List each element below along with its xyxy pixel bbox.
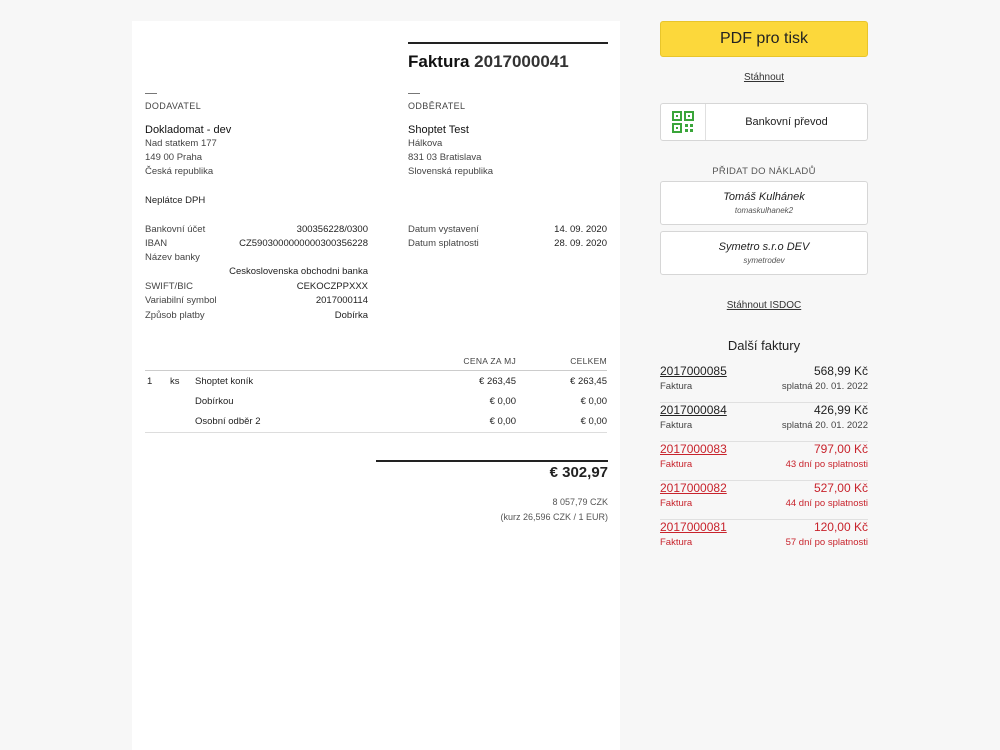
- other-invoice-item: [660, 403, 868, 442]
- other-invoice-amount: 120,00 Kč: [813, 520, 868, 534]
- other-invoice-type: Faktura: [660, 420, 693, 431]
- bank-name-row: [145, 266, 368, 277]
- item-price: € 0,00: [489, 416, 516, 427]
- payment-method-value: Dobírka: [334, 310, 368, 321]
- cost-target-button[interactable]: [660, 181, 868, 225]
- download-isdoc-link[interactable]: Stáhnout ISDOC: [726, 300, 802, 311]
- item-qty: 1: [147, 376, 153, 387]
- payment-method-label: Způsob platby: [145, 310, 205, 321]
- bank-name-label: Název banky: [145, 252, 200, 263]
- customer-address: [408, 137, 493, 180]
- qr-code-icon: [661, 104, 706, 140]
- invoice-title-word: Faktura: [408, 52, 470, 71]
- due-date-row: [408, 238, 607, 249]
- bank-name-label-row: [145, 252, 368, 263]
- supplier-country: Česká republika: [145, 166, 214, 178]
- supplier-address: [145, 137, 217, 180]
- other-invoice-status: 57 dní po splatnosti: [785, 537, 868, 548]
- other-invoice-status: 43 dní po splatnosti: [785, 459, 868, 470]
- cost-target-username: tomaskulhanek2: [734, 206, 794, 215]
- issue-date-value: 14. 09. 2020: [554, 224, 607, 235]
- due-date-value: 28. 09. 2020: [554, 238, 607, 249]
- vat-note: Neplátce DPH: [145, 195, 206, 206]
- customer-caption: ODBĚRATEL: [408, 101, 466, 111]
- issue-date-label: Datum vystavení: [408, 224, 479, 235]
- issue-date-row: [408, 224, 607, 235]
- variable-symbol-row: [145, 295, 368, 306]
- bank-account-row: [145, 224, 368, 235]
- col-unit-price: CENA ZA MJ: [463, 356, 516, 366]
- iban-label: IBAN: [145, 238, 168, 249]
- title-rule: [408, 42, 608, 44]
- supplier-name: Dokladomat - dev: [145, 124, 232, 136]
- pdf-print-label: PDF pro tisk: [719, 30, 808, 47]
- table-bottom-rule: [145, 432, 607, 433]
- swift-label: SWIFT/BIC: [145, 281, 194, 292]
- customer-street: Hálkova: [408, 138, 443, 149]
- bank-account-value: 300356228/0300: [296, 224, 368, 235]
- other-invoice-number[interactable]: 2017000084: [660, 403, 727, 417]
- other-invoice-number[interactable]: 2017000083: [660, 442, 727, 456]
- other-invoice-amount: 527,00 Kč: [813, 481, 868, 495]
- exchange-rate-note: (kurz 26,596 CZK / 1 EUR): [500, 512, 608, 522]
- other-invoice-type: Faktura: [660, 381, 693, 392]
- total-rule: [376, 460, 608, 462]
- bank-transfer-label: Bankovní převod: [745, 116, 828, 128]
- item-total: € 0,00: [580, 416, 607, 427]
- other-invoice-type: Faktura: [660, 498, 693, 509]
- payment-method-row: [145, 310, 368, 321]
- variable-symbol-label: Variabilní symbol: [145, 295, 217, 306]
- table-header-rule: [145, 370, 607, 371]
- invoice-title: [408, 52, 569, 72]
- add-to-costs-caption: PŘIDAT DO NÁKLADŮ: [712, 166, 816, 177]
- cost-target-name: Tomáš Kulhánek: [723, 191, 805, 203]
- variable-symbol-value: 2017000114: [315, 295, 368, 306]
- supplier-dash: [145, 93, 157, 94]
- other-invoice-item: [660, 481, 868, 520]
- iban-value: CZ5903000000000300356228: [239, 238, 368, 249]
- other-invoice-amount: 426,99 Kč: [813, 403, 868, 417]
- other-invoice-number[interactable]: 2017000082: [660, 481, 727, 495]
- item-name: Shoptet koník: [195, 376, 254, 387]
- swift-row: [145, 281, 368, 292]
- other-invoice-number[interactable]: 2017000081: [660, 520, 727, 534]
- other-invoice-status: splatná 20. 01. 2022: [781, 420, 868, 431]
- swift-value: CEKOCZPPXXX: [296, 281, 368, 292]
- other-invoice-amount: 568,99 Kč: [813, 364, 868, 378]
- other-invoice-item: [660, 442, 868, 481]
- bank-account-label: Bankovní účet: [145, 224, 206, 235]
- item-unit: ks: [170, 376, 180, 387]
- item-price: € 263,45: [479, 376, 516, 387]
- other-invoice-status: 44 dní po splatnosti: [785, 498, 868, 509]
- item-total: € 263,45: [570, 376, 607, 387]
- cost-target-name: Symetro s.r.o DEV: [718, 241, 810, 253]
- cost-target-username: symetrodev: [743, 256, 785, 265]
- item-price: € 0,00: [489, 396, 516, 407]
- bank-name-value: Ceskoslovenska obchodni banka: [229, 266, 368, 277]
- supplier-caption: DODAVATEL: [145, 101, 202, 111]
- item-total: € 0,00: [580, 396, 607, 407]
- col-total: CELKEM: [570, 356, 607, 366]
- pdf-print-button[interactable]: [660, 21, 868, 57]
- other-invoice-type: Faktura: [660, 459, 693, 470]
- customer-dash: [408, 93, 420, 94]
- czk-total: 8 057,79 CZK: [552, 497, 608, 507]
- item-name: Dobírkou: [195, 396, 234, 407]
- other-invoice-item: [660, 364, 868, 403]
- other-invoice-type: Faktura: [660, 537, 693, 548]
- item-name: Osobní odběr 2: [195, 416, 261, 427]
- supplier-street: Nad statkem 177: [145, 138, 217, 149]
- other-invoice-status: splatná 20. 01. 2022: [781, 381, 868, 392]
- customer-city: 831 03 Bratislava: [408, 152, 482, 164]
- bank-transfer-button[interactable]: [660, 103, 868, 141]
- due-date-label: Datum splatnosti: [408, 238, 479, 249]
- download-link[interactable]: Stáhnout: [743, 72, 785, 83]
- invoice-number: 2017000041: [474, 52, 569, 71]
- customer-country: Slovenská republika: [408, 166, 494, 178]
- supplier-city: 149 00 Praha: [145, 152, 203, 164]
- grand-total: € 302,97: [549, 464, 608, 481]
- other-invoice-amount: 797,00 Kč: [813, 442, 868, 456]
- customer-name: Shoptet Test: [408, 124, 469, 136]
- other-invoice-item: [660, 520, 868, 559]
- cost-target-button[interactable]: [660, 231, 868, 275]
- other-invoices-title: Další faktury: [727, 338, 801, 353]
- other-invoice-number[interactable]: 2017000085: [660, 364, 727, 378]
- iban-row: [145, 238, 368, 249]
